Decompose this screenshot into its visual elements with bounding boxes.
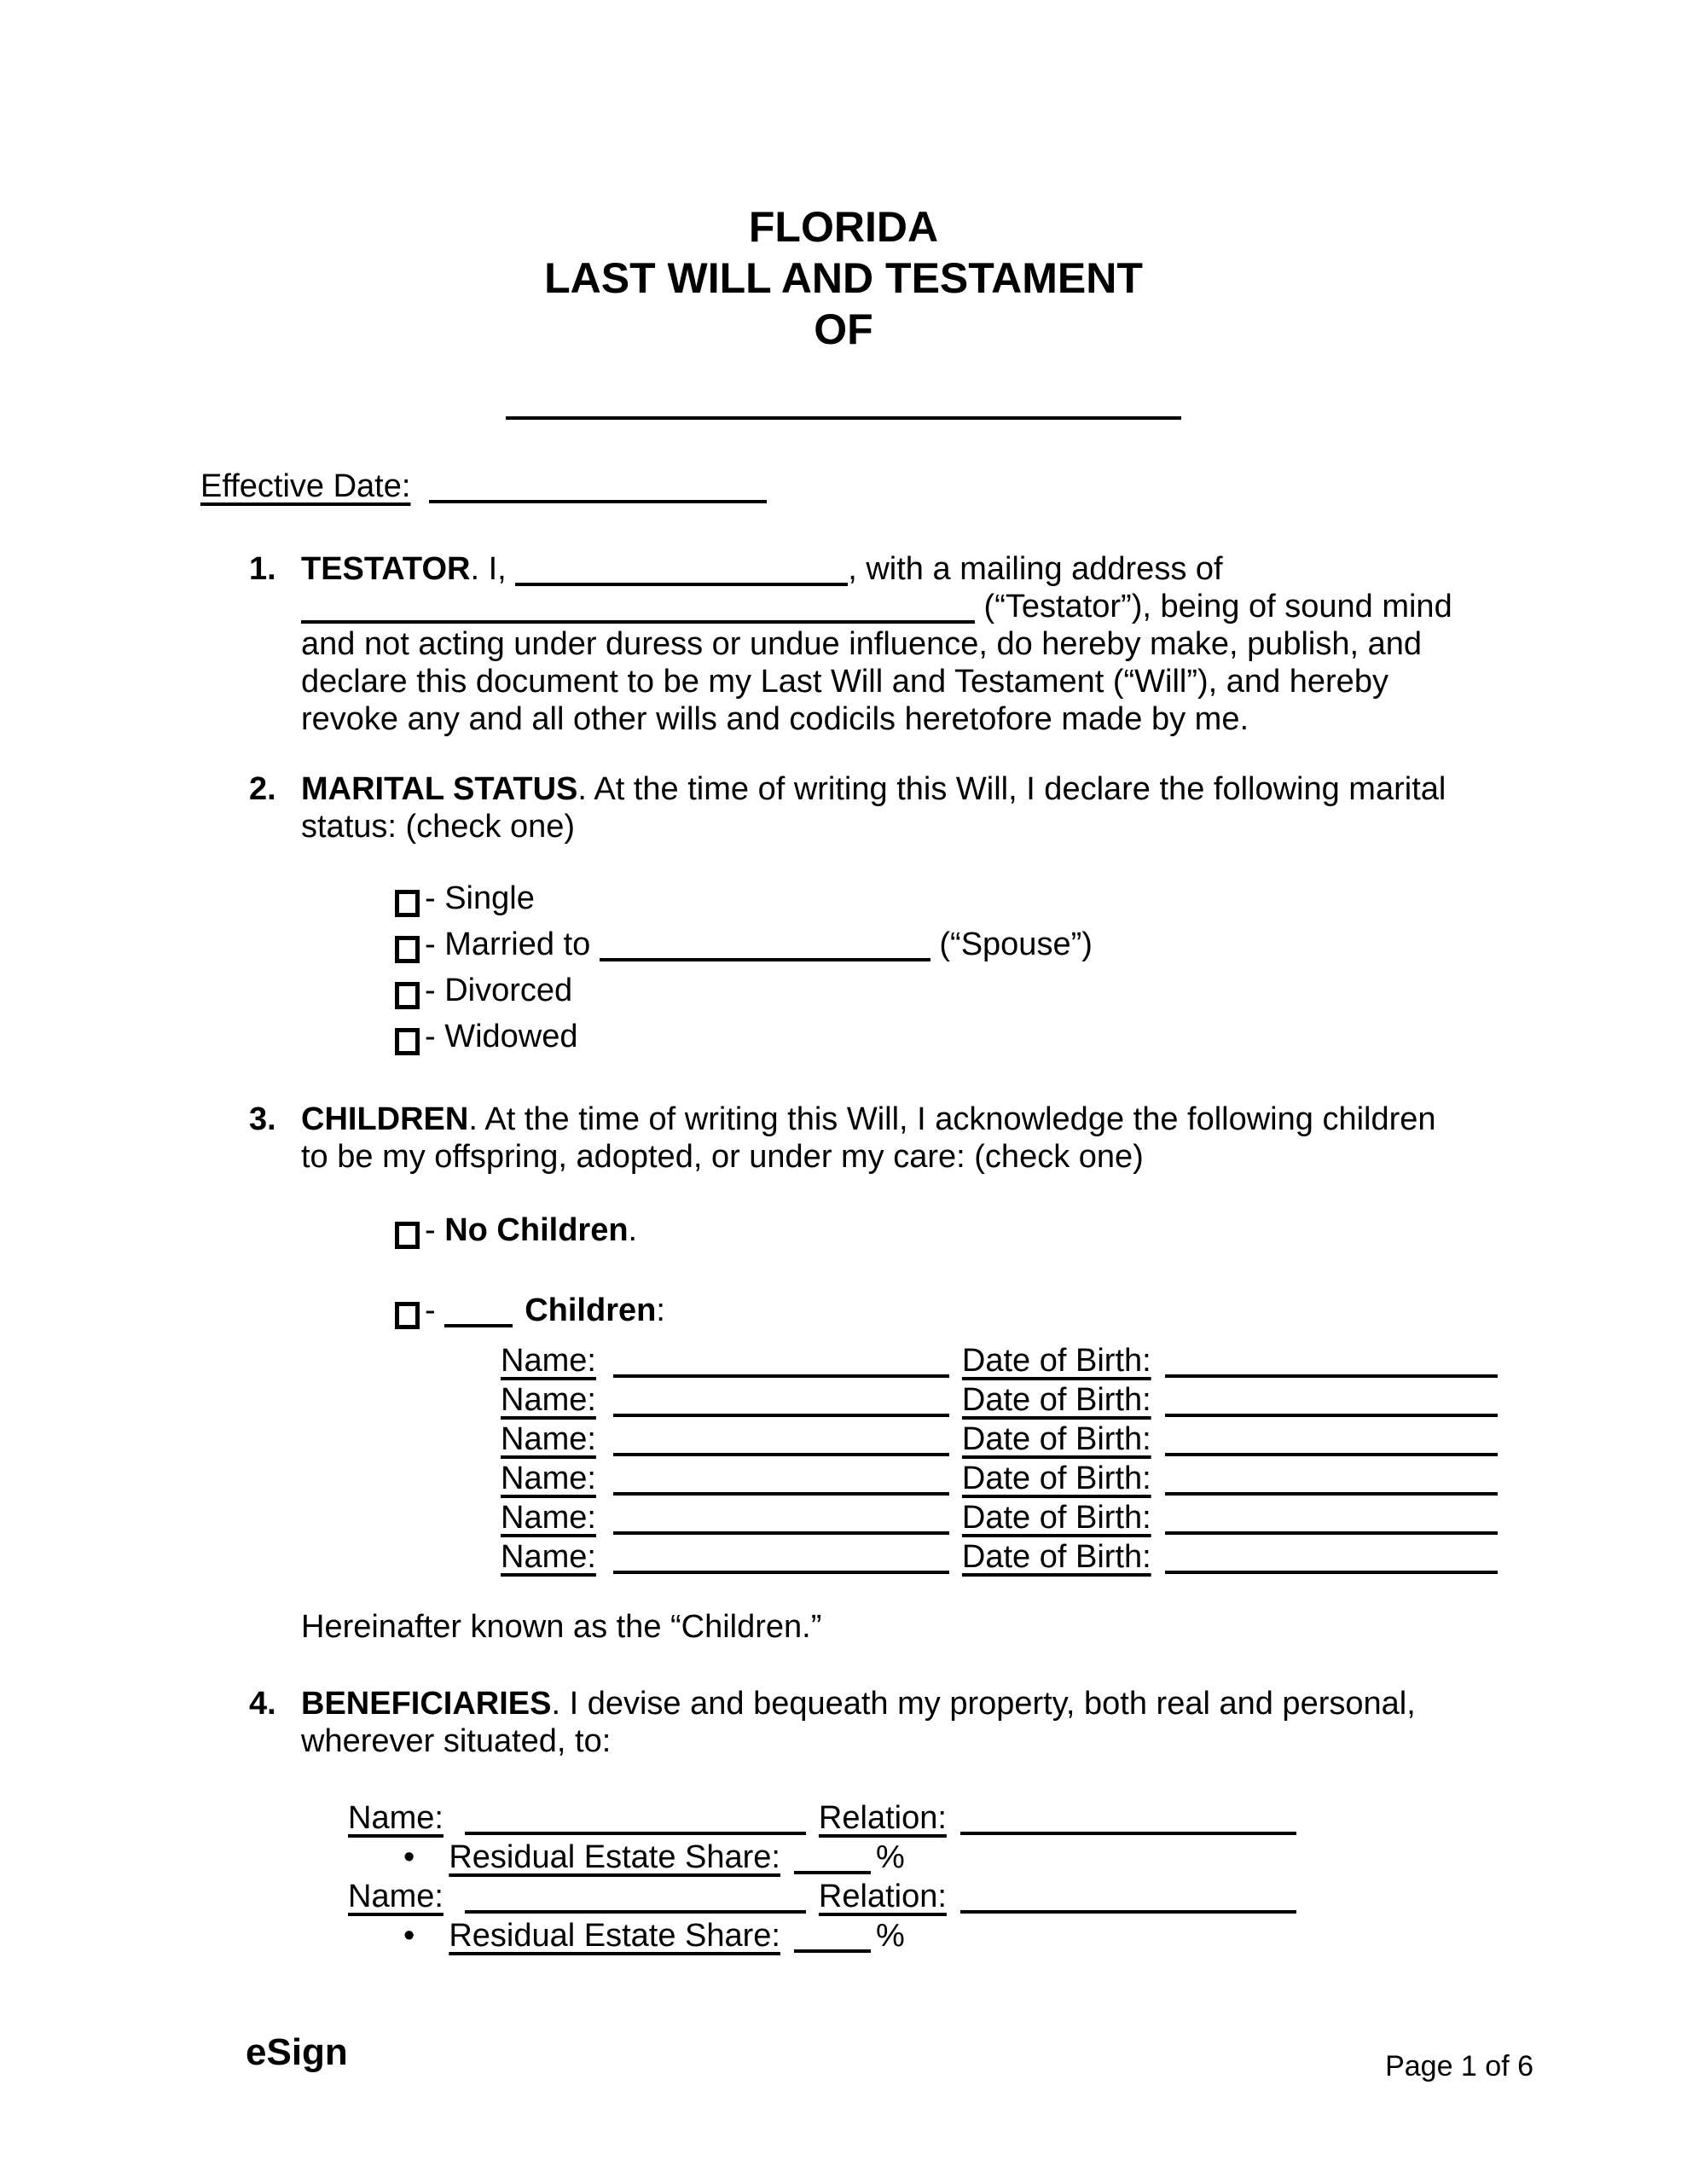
section-4-number: 4. xyxy=(249,1686,276,1722)
child-row xyxy=(501,1498,1498,1537)
child-name-blank[interactable] xyxy=(613,1453,949,1456)
child-dob-label: Date of Birth: xyxy=(961,1539,1151,1575)
section-3-children xyxy=(301,1101,1436,1176)
child-dob-blank[interactable] xyxy=(1165,1374,1498,1378)
bullet-icon: • xyxy=(403,1839,415,1875)
child-name-label: Name: xyxy=(501,1343,596,1379)
beneficiaries-line-1: . I devise and bequeath my property, both real and personal, xyxy=(551,1686,1416,1722)
child-name-blank[interactable] xyxy=(613,1492,949,1496)
single-label: - Single xyxy=(425,880,535,916)
child-name-blank[interactable] xyxy=(613,1414,949,1417)
beneficiaries-heading: BENEFICIARIES xyxy=(301,1686,552,1722)
no-children-option xyxy=(395,1211,637,1249)
testator-line-4: declare this document to be my Last Will and Testament (“Will”), and hereby xyxy=(301,664,1388,700)
child-name-blank[interactable] xyxy=(613,1571,949,1574)
child-row xyxy=(501,1420,1498,1459)
no-children-label: No Children xyxy=(444,1212,629,1248)
child-name-label: Name: xyxy=(501,1539,596,1575)
children-line-1: . At the time of writing this Will, I acknowledge the following children xyxy=(468,1101,1436,1137)
marital-options xyxy=(395,875,1093,1060)
child-dob-label: Date of Birth: xyxy=(961,1421,1151,1457)
percent-sign: % xyxy=(875,1839,905,1875)
divorced-label: - Divorced xyxy=(425,973,573,1008)
widowed-label: - Widowed xyxy=(425,1019,578,1054)
children-line-2: to be my offspring, adopted, or under my care: (check one) xyxy=(301,1139,1144,1175)
children-heading: CHILDREN xyxy=(301,1101,469,1137)
section-3-number: 3. xyxy=(249,1101,276,1137)
title-document-type: LAST WILL AND TESTAMENT xyxy=(544,254,1143,302)
residual-share-blank[interactable] xyxy=(794,1871,871,1874)
testator-after-name: , with a mailing address of xyxy=(848,551,1223,587)
child-dob-label: Date of Birth: xyxy=(961,1500,1151,1536)
testator-heading: TESTATOR xyxy=(301,551,471,587)
marital-heading: MARITAL STATUS xyxy=(301,771,578,807)
marital-option-single xyxy=(395,875,1093,921)
married-label: - Married to xyxy=(425,926,600,962)
testator-address-blank[interactable] xyxy=(301,620,975,624)
beneficiaries-line-2: wherever situated, to: xyxy=(301,1723,612,1759)
title-of: OF xyxy=(814,305,873,353)
beneficiary-name-label: Name: xyxy=(348,1800,443,1836)
child-row xyxy=(501,1380,1498,1420)
child-name-label: Name: xyxy=(501,1421,596,1457)
testator-line-5: revoke any and all other wills and codicils heretofore made by me. xyxy=(301,701,1249,737)
beneficiary-relation-label: Relation: xyxy=(818,1800,947,1836)
child-dob-blank[interactable] xyxy=(1165,1571,1498,1574)
beneficiary-name-label: Name: xyxy=(348,1879,443,1914)
section-2-marital-status xyxy=(301,770,1446,845)
beneficiaries-list xyxy=(348,1798,1296,1955)
marital-option-divorced xyxy=(395,967,1093,1014)
child-name-label: Name: xyxy=(501,1382,596,1418)
bullet-icon: • xyxy=(403,1918,415,1954)
testator-name-blank[interactable] xyxy=(515,583,848,586)
spouse-label: (“Spouse”) xyxy=(930,926,1093,962)
testator-after-address: (“Testator”), being of sound mind xyxy=(975,589,1452,624)
child-dob-blank[interactable] xyxy=(1165,1531,1498,1535)
child-name-blank[interactable] xyxy=(613,1531,949,1535)
residual-share-label: Residual Estate Share: xyxy=(449,1918,780,1954)
beneficiary-share-row xyxy=(403,1916,1296,1955)
child-dob-label: Date of Birth: xyxy=(961,1461,1151,1496)
children-count-option xyxy=(395,1292,665,1329)
beneficiary-name-blank[interactable] xyxy=(465,1832,806,1835)
testator-name-title-blank[interactable] xyxy=(506,416,1181,420)
effective-date-row xyxy=(200,468,767,505)
divorced-checkbox[interactable] xyxy=(395,982,420,1009)
child-name-label: Name: xyxy=(501,1461,596,1496)
residual-share-blank[interactable] xyxy=(794,1949,871,1953)
beneficiary-name-blank[interactable] xyxy=(465,1910,806,1914)
children-count-blank[interactable] xyxy=(444,1324,513,1327)
marital-line-1: . At the time of writing this Will, I declare the following marital xyxy=(577,771,1446,807)
effective-date-blank[interactable] xyxy=(429,500,767,503)
percent-sign: % xyxy=(875,1918,905,1954)
child-dob-label: Date of Birth: xyxy=(961,1343,1151,1379)
spouse-name-blank[interactable] xyxy=(600,958,930,961)
marital-line-2: status: (check one) xyxy=(301,809,576,845)
marital-option-married xyxy=(395,921,1093,967)
widowed-checkbox[interactable] xyxy=(395,1028,420,1055)
children-count-dash: - xyxy=(425,1292,445,1328)
hereinafter-note: Hereinafter known as the “Children.” xyxy=(301,1609,822,1645)
section-2-number: 2. xyxy=(249,771,276,807)
testator-line-3: and not acting under duress or undue influence, do hereby make, publish, and xyxy=(301,626,1423,662)
document-title xyxy=(0,201,1687,355)
child-row xyxy=(501,1459,1498,1498)
section-4-beneficiaries xyxy=(301,1685,1416,1760)
single-checkbox[interactable] xyxy=(395,890,420,917)
testator-lead-in: . I, xyxy=(470,551,516,587)
beneficiary-relation-label: Relation: xyxy=(818,1879,947,1914)
child-name-blank[interactable] xyxy=(613,1374,949,1378)
esign-logo: eSign xyxy=(246,2031,348,2073)
beneficiary-share-row xyxy=(403,1838,1296,1877)
marital-option-widowed xyxy=(395,1014,1093,1060)
section-1-number: 1. xyxy=(249,551,276,587)
children-count-colon: : xyxy=(656,1292,665,1328)
children-count-checkbox[interactable] xyxy=(395,1302,420,1329)
married-checkbox[interactable] xyxy=(395,936,420,963)
effective-date-label: Effective Date: xyxy=(200,468,411,504)
child-dob-blank[interactable] xyxy=(1165,1453,1498,1456)
children-count-label: Children xyxy=(525,1292,657,1328)
residual-share-label: Residual Estate Share: xyxy=(449,1839,780,1875)
child-dob-label: Date of Birth: xyxy=(961,1382,1151,1418)
beneficiary-relation-blank[interactable] xyxy=(960,1832,1296,1835)
beneficiary-relation-blank[interactable] xyxy=(960,1910,1296,1914)
title-state: FLORIDA xyxy=(748,203,939,251)
child-dob-blank[interactable] xyxy=(1165,1492,1498,1496)
no-children-period: . xyxy=(628,1212,638,1248)
child-row xyxy=(501,1537,1498,1577)
no-children-checkbox[interactable] xyxy=(395,1222,420,1249)
section-1-testator xyxy=(301,550,1452,738)
no-children-dash: - xyxy=(425,1212,445,1248)
beneficiary-row xyxy=(348,1798,1296,1838)
child-row xyxy=(501,1341,1498,1380)
beneficiary-row xyxy=(348,1877,1296,1916)
child-name-label: Name: xyxy=(501,1500,596,1536)
child-dob-blank[interactable] xyxy=(1165,1414,1498,1417)
page-number: Page 1 of 6 xyxy=(1385,2050,1533,2082)
children-list xyxy=(501,1341,1498,1577)
